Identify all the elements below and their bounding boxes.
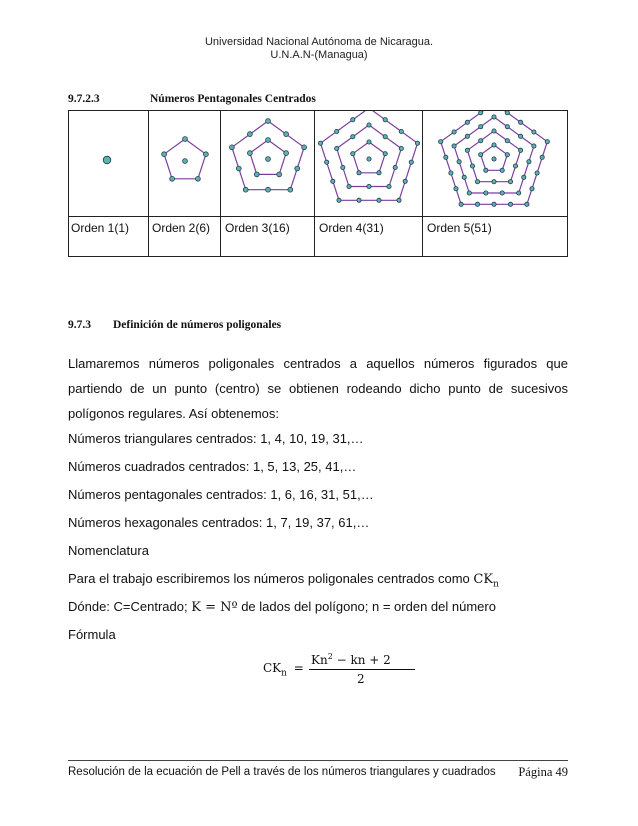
figure-dot	[479, 139, 483, 143]
figure-dot	[470, 164, 474, 168]
figure-dot	[248, 132, 253, 137]
figure-dot	[170, 176, 175, 181]
sequence-triangular: Números triangulares centrados: 1, 4, 10, 19, 31,…	[68, 431, 364, 446]
header-campus: U.N.A.N-(Managua)	[270, 49, 368, 61]
pentagon-ring	[337, 125, 402, 187]
figure-dot	[367, 157, 371, 161]
figure-dot	[266, 138, 271, 143]
caption-orden-5: Orden 5(51)	[427, 221, 492, 235]
figure-dot	[517, 191, 521, 195]
figure-dot	[377, 171, 381, 175]
figure-dot	[277, 172, 282, 177]
figure-dot	[318, 141, 322, 145]
ck-symbol: $CK_n$	[473, 572, 499, 590]
caption-orden-2: Orden 2(6)	[152, 221, 211, 235]
figure-dot	[204, 152, 209, 157]
figure-dot	[183, 159, 188, 164]
figure-dot	[357, 198, 361, 202]
figure-dot	[284, 132, 289, 137]
pentagonal-figures	[69, 111, 567, 216]
figure-dot	[492, 202, 496, 206]
figure-dot	[505, 125, 509, 129]
figure-dot	[462, 175, 466, 179]
figure-dot	[465, 148, 469, 152]
figure-dot	[545, 140, 549, 144]
figure-dot	[540, 155, 544, 159]
figure-dot	[492, 115, 496, 119]
figure-dot	[505, 139, 509, 143]
figure-dot	[457, 160, 461, 164]
figure-dot	[409, 160, 413, 164]
figure-dot	[295, 166, 300, 171]
figure-dot	[505, 111, 509, 115]
figure-dot	[367, 140, 371, 144]
figure-dot	[415, 141, 419, 145]
figure-dot	[519, 134, 523, 138]
figure-dot	[535, 171, 539, 175]
figure-dot	[465, 120, 469, 124]
figure-dot	[522, 175, 526, 179]
formula-heading: Fórmula	[68, 627, 116, 642]
figure-dot	[397, 198, 401, 202]
paragraph-line-1: Llamaremos números poligonales centrados a aquellos números figurados que	[68, 356, 568, 371]
figure-dot	[325, 160, 329, 164]
footer-page-number: Página 49	[518, 765, 568, 779]
figure-dot	[475, 202, 479, 206]
figure-dot	[530, 187, 534, 191]
figure-dot	[532, 130, 536, 134]
figure-dot	[357, 171, 361, 175]
figure-dot	[484, 191, 488, 195]
figure-orden-4	[318, 111, 419, 202]
figure-dot	[393, 165, 397, 169]
section-9-7-3-number: 9.7.3	[68, 319, 91, 331]
section-9-7-3-title: Definición de números poligonales	[113, 319, 282, 331]
figure-dot	[444, 155, 448, 159]
fraction-bar	[309, 669, 415, 670]
formula-numerator: $Kn^2$ − kn + 2	[311, 652, 391, 667]
footer-rule	[68, 760, 568, 761]
sequence-pentagonal: Números pentagonales centrados: 1, 6, 16, 31, 51,…	[68, 487, 374, 502]
section-9-7-2-3-number: 9.7.2.3	[68, 93, 100, 105]
figure-dot	[452, 144, 456, 148]
figure-dot	[525, 202, 529, 206]
figure-dot	[513, 164, 517, 168]
figure-dot	[383, 152, 387, 156]
figure-dot	[492, 143, 496, 147]
figure-dot	[454, 187, 458, 191]
page-header	[0, 36, 638, 62]
figure-dot	[266, 119, 271, 124]
figure-dot	[399, 129, 403, 133]
figure-dot	[484, 168, 488, 172]
figure-dot	[383, 118, 387, 122]
pentagonal-figures-table	[68, 110, 568, 257]
figure-dot	[519, 148, 523, 152]
figure-dot	[465, 134, 469, 138]
figure-dot	[475, 180, 479, 184]
formula-denominator: 2	[357, 672, 365, 686]
caption-orden-3: Orden 3(16)	[225, 221, 290, 235]
figure-dot	[337, 198, 341, 202]
figure-dot	[248, 151, 253, 156]
figure-dot	[367, 123, 371, 127]
figure-dot	[492, 157, 496, 161]
figure-orden-2	[162, 137, 209, 182]
figure-orden-5	[439, 111, 550, 206]
figure-dot	[331, 179, 335, 183]
figure-dot	[479, 111, 483, 115]
figure-dot	[527, 160, 531, 164]
header-university: Universidad Nacional Autónoma de Nicaragua.	[204, 36, 434, 48]
figure-dot	[284, 151, 289, 156]
figure-dot	[383, 135, 387, 139]
figure-dot	[500, 168, 504, 172]
figure-dot	[351, 135, 355, 139]
figure-dot	[341, 165, 345, 169]
nomenclature-where: Dónde: C=Centrado; K = Nº de lados del polígono; n = orden del número	[68, 599, 496, 615]
figure-dot	[236, 166, 241, 171]
pentagon-ring	[467, 131, 520, 182]
caption-orden-4: Orden 4(31)	[319, 221, 384, 235]
caption-orden-1: Orden 1(1)	[71, 221, 130, 235]
figure-dot	[335, 129, 339, 133]
figure-dot	[162, 152, 167, 157]
figure-dot	[335, 146, 339, 150]
figure-dot	[479, 153, 483, 157]
figure-dot	[254, 172, 259, 177]
figure-dot	[492, 129, 496, 133]
figure-dot	[532, 144, 536, 148]
section-9-7-2-3-title: Números Pentagonales Centrados	[150, 93, 316, 105]
paragraph-line-3: polígonos regulares. Así obtenemos:	[68, 406, 280, 421]
figure-dot	[403, 179, 407, 183]
nomenclature-heading: Nomenclatura	[68, 543, 149, 558]
figure-dot	[479, 125, 483, 129]
figure-dot	[459, 202, 463, 206]
figure-dot	[377, 198, 381, 202]
figure-dot	[439, 140, 443, 144]
figure-dot	[508, 180, 512, 184]
figure-dot	[399, 146, 403, 150]
pentagon-ring	[232, 121, 304, 190]
figure-dot	[387, 184, 391, 188]
figure-dot	[347, 184, 351, 188]
figure-dot	[500, 191, 504, 195]
figure-dot	[230, 145, 235, 150]
figure-dot	[288, 187, 293, 192]
figure-dot	[266, 157, 271, 162]
paragraph-line-2: partiendo de un punto (centro) se obtienen rodeando dicho punto de sucesivos	[68, 381, 568, 396]
figure-dot	[243, 187, 248, 192]
footer-title: Resolución de la ecuación de Pell a través de los números triangulares y cuadrados	[68, 766, 496, 778]
sequence-square: Números cuadrados centrados: 1, 5, 13, 25, 41,…	[68, 459, 357, 474]
figure-dot	[266, 187, 271, 192]
figure-dot	[519, 120, 523, 124]
sequence-hexagonal: Números hexagonales centrados: 1, 7, 19, 37, 61,…	[68, 515, 370, 530]
figure-dot	[196, 176, 201, 181]
figure-dot	[492, 180, 496, 184]
figure-dot	[103, 156, 111, 164]
figure-dot	[367, 184, 371, 188]
figure-dot	[183, 137, 188, 142]
formula-lhs: $CK_n$ =	[263, 661, 304, 679]
figure-dot	[351, 152, 355, 156]
figure-dot	[505, 153, 509, 157]
figure-dot	[508, 202, 512, 206]
figure-dot	[449, 171, 453, 175]
figure-dot	[351, 118, 355, 122]
figure-orden-3	[230, 119, 307, 193]
figure-dot	[452, 130, 456, 134]
figure-orden-1	[103, 156, 111, 164]
figure-dot	[302, 145, 307, 150]
figure-dot	[467, 191, 471, 195]
nomenclature-text: Para el trabajo escribiremos los números poligonales centrados como $CK_n$	[68, 571, 499, 590]
